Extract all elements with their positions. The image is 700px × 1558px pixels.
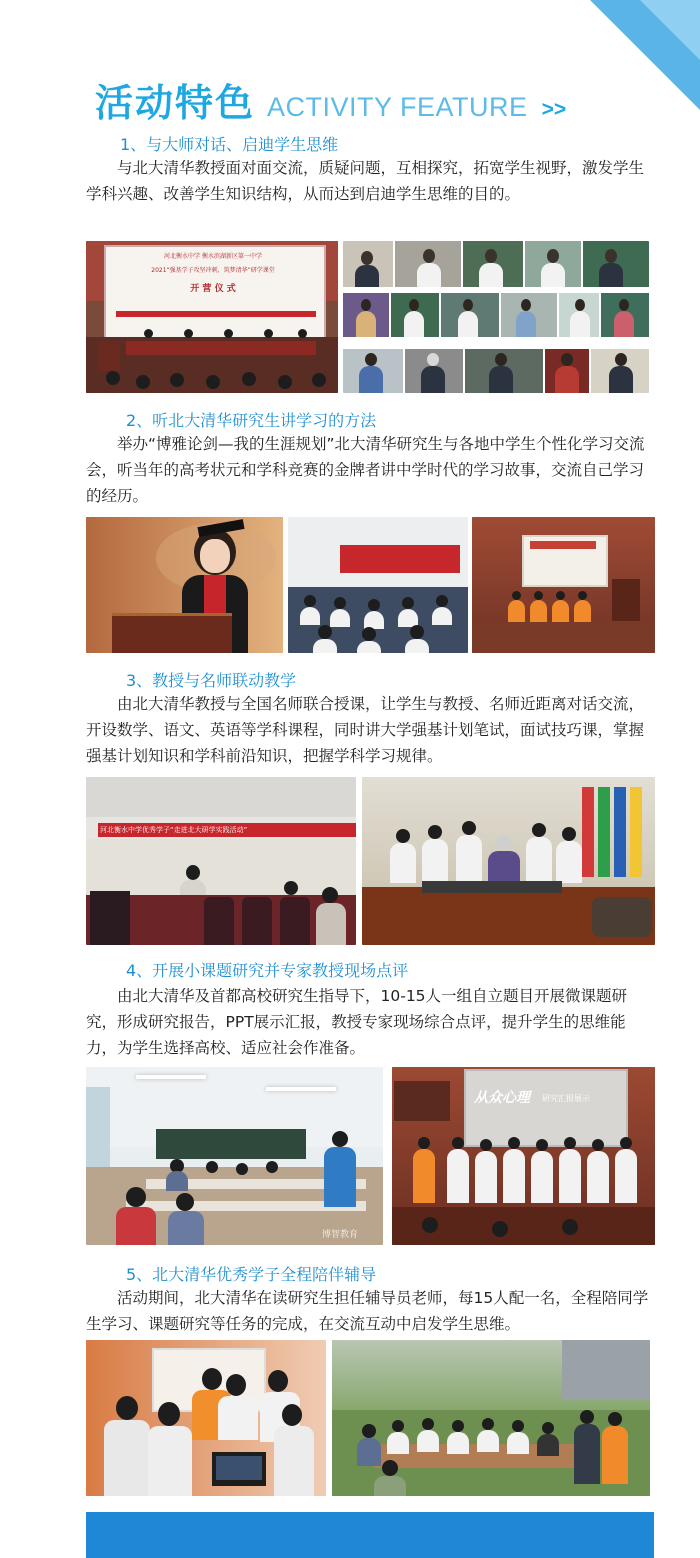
section-4-title: 4、开展小课题研究并专家教授现场点评 bbox=[126, 961, 409, 980]
section-3-body: 由北大清华教授与全国名师联合授课，让学生与教授、名师近距离对话交流，开设数学、语文、英语等学科课程，同时讲大学强基计划笔试，面试技巧课，掌握强基计划知识和学科前沿知识，把握学科学习规律。 bbox=[86, 695, 645, 765]
section-4-body: 由北大清华及首都高校研究生指导下，10-15人一组自立题目开展微课题研究，形成研究报告，PPT展示汇报，教授专家现场综合点评，提升学生的思维能力，为学生选择高校、适应社会作准备。 bbox=[86, 987, 628, 1057]
page-header bbox=[95, 72, 566, 124]
photo-opening-ceremony bbox=[86, 241, 338, 393]
double-chevron-icon: >> bbox=[541, 98, 567, 121]
screen-subtitle: 研究汇报展示 bbox=[542, 1094, 590, 1103]
screen-title: 从众心理 bbox=[474, 1090, 530, 1106]
section-3-title: 3、教授与名师联动教学 bbox=[126, 671, 297, 690]
banner-text: 河北衡水中学优秀学子“走进北大研学实践活动” bbox=[100, 826, 248, 834]
photo-group-discussion bbox=[362, 777, 655, 945]
photo-collage-lectures bbox=[343, 241, 649, 393]
photo-panel-discussion bbox=[472, 517, 655, 653]
section-5-body: 活动期间，北大清华在读研究生担任辅导员老师，每15人配一名，全程陪同学生学习、课题研究等任务的完成，在交流互动中启发学生思维。 bbox=[86, 1289, 649, 1333]
section-1-title: 1、与大师对话、启迪学生思维 bbox=[120, 135, 339, 154]
banner-line-1: 河北衡水中学 衡水滨湖新区第一中学 bbox=[164, 253, 262, 260]
photo-research-classroom bbox=[86, 1067, 383, 1245]
page-title-english: ACTIVITY FEATURE bbox=[267, 92, 528, 122]
photo-lecture-hall bbox=[288, 517, 468, 653]
section-2-title: 2、听北大清华研究生讲学习的方法 bbox=[126, 411, 377, 430]
section-5-title: 5、北大清华优秀学子全程陪伴辅导 bbox=[126, 1265, 377, 1284]
photo-caption-watermark: 博智教育 bbox=[322, 1230, 359, 1240]
page-title: 活动特色 bbox=[95, 81, 256, 125]
banner-line-2: 2021“强基学子攻坚冲刺，筑梦清华”研学课堂 bbox=[151, 267, 275, 274]
corner-decoration-inner bbox=[640, 0, 700, 60]
section-1-body: 与北大清华教授面对面交流，质疑问题，互相探究，拓宽学生视野，激发学生学科兴趣、改善学生知识结构，从而达到启迪学生思维的目的。 bbox=[86, 159, 645, 203]
photo-report-presentation bbox=[392, 1067, 655, 1245]
photo-outdoor-session bbox=[332, 1340, 650, 1496]
photo-classroom-lecture bbox=[86, 777, 356, 945]
photo-tutor-guidance bbox=[86, 1340, 326, 1496]
photo-graduate-speaker bbox=[86, 517, 283, 653]
section-2-body: 举办“博雅论剑—我的生涯规划”北大清华研究生与各地中学生个性化学习交流会，听当年的高考状元和学科竞赛的金牌者讲中学时代的学习故事，交流自己学习的经历。 bbox=[86, 435, 645, 505]
banner-line-3: 开 营 仪 式 bbox=[190, 284, 236, 294]
footer-bar bbox=[86, 1512, 654, 1558]
